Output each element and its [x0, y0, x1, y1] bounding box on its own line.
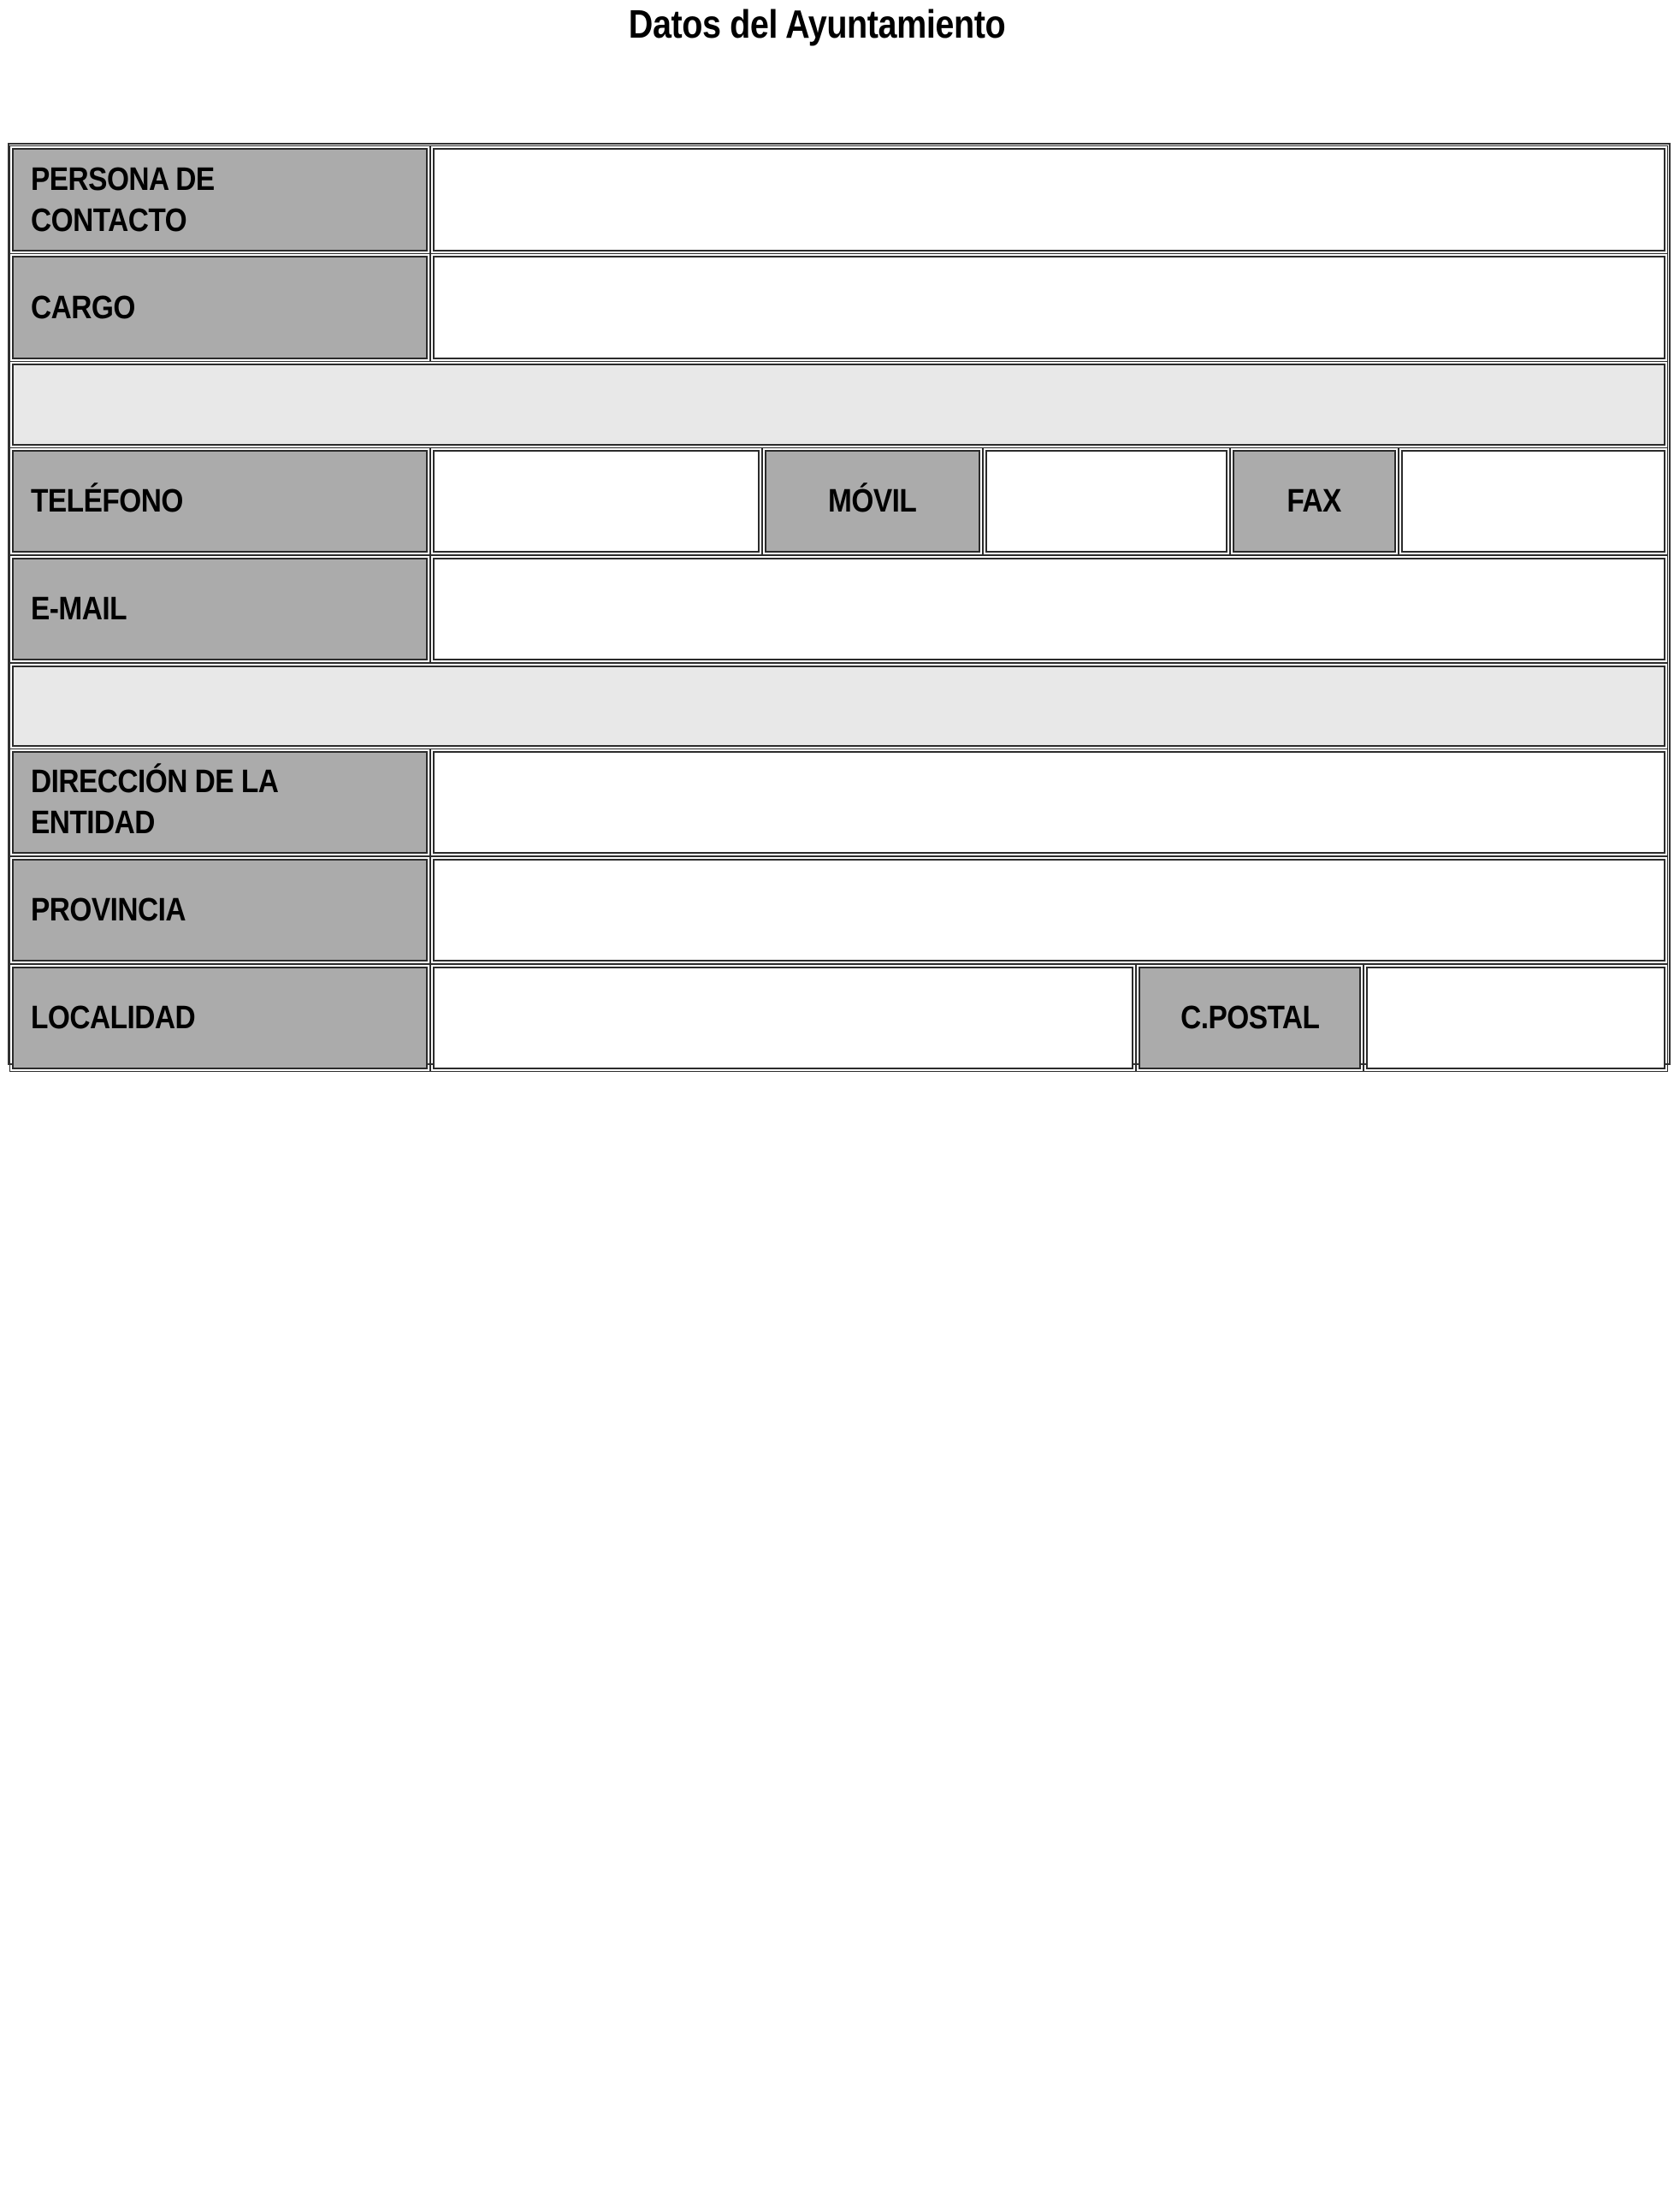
- email-label: E-MAIL: [31, 591, 127, 627]
- codigo-postal-label: C.POSTAL: [1180, 1000, 1320, 1036]
- telefono-field[interactable]: [433, 450, 760, 553]
- persona-contacto-field[interactable]: [433, 148, 1665, 251]
- direccion-label-cell: [12, 751, 428, 854]
- telefono-label: TELÉFONO: [31, 483, 183, 519]
- codigo-postal-field[interactable]: [1366, 967, 1665, 1069]
- codigo-postal-label-cell: [1139, 967, 1361, 1069]
- cargo-label: CARGO: [31, 289, 135, 326]
- movil-label-cell: [765, 450, 980, 553]
- provincia-label-cell: [12, 859, 428, 961]
- email-label-cell: [12, 558, 428, 660]
- telefono-label-cell: [12, 450, 428, 553]
- fax-field[interactable]: [1401, 450, 1665, 553]
- page-title: Datos del Ayuntamiento: [628, 2, 1006, 46]
- direccion-field[interactable]: [433, 751, 1665, 854]
- section-spacer-row: [12, 364, 1665, 446]
- localidad-field[interactable]: [433, 967, 1133, 1069]
- cargo-field[interactable]: [433, 256, 1665, 359]
- email-field[interactable]: [433, 558, 1665, 660]
- localidad-label: LOCALIDAD: [31, 1000, 196, 1036]
- section-spacer-row: [12, 666, 1665, 747]
- movil-field[interactable]: [985, 450, 1227, 553]
- localidad-label-cell: [12, 967, 428, 1069]
- fax-label: FAX: [1287, 483, 1342, 519]
- persona-contacto-label-cell: [12, 148, 428, 251]
- provincia-label: PROVINCIA: [31, 892, 186, 928]
- direccion-label: DIRECCIÓN DE LA ENTIDAD: [31, 764, 279, 841]
- fax-label-cell: [1233, 450, 1396, 553]
- movil-label: MÓVIL: [828, 483, 917, 519]
- persona-contacto-label: PERSONA DE CONTACTO: [31, 161, 215, 239]
- cargo-label-cell: [12, 256, 428, 359]
- provincia-field[interactable]: [433, 859, 1665, 961]
